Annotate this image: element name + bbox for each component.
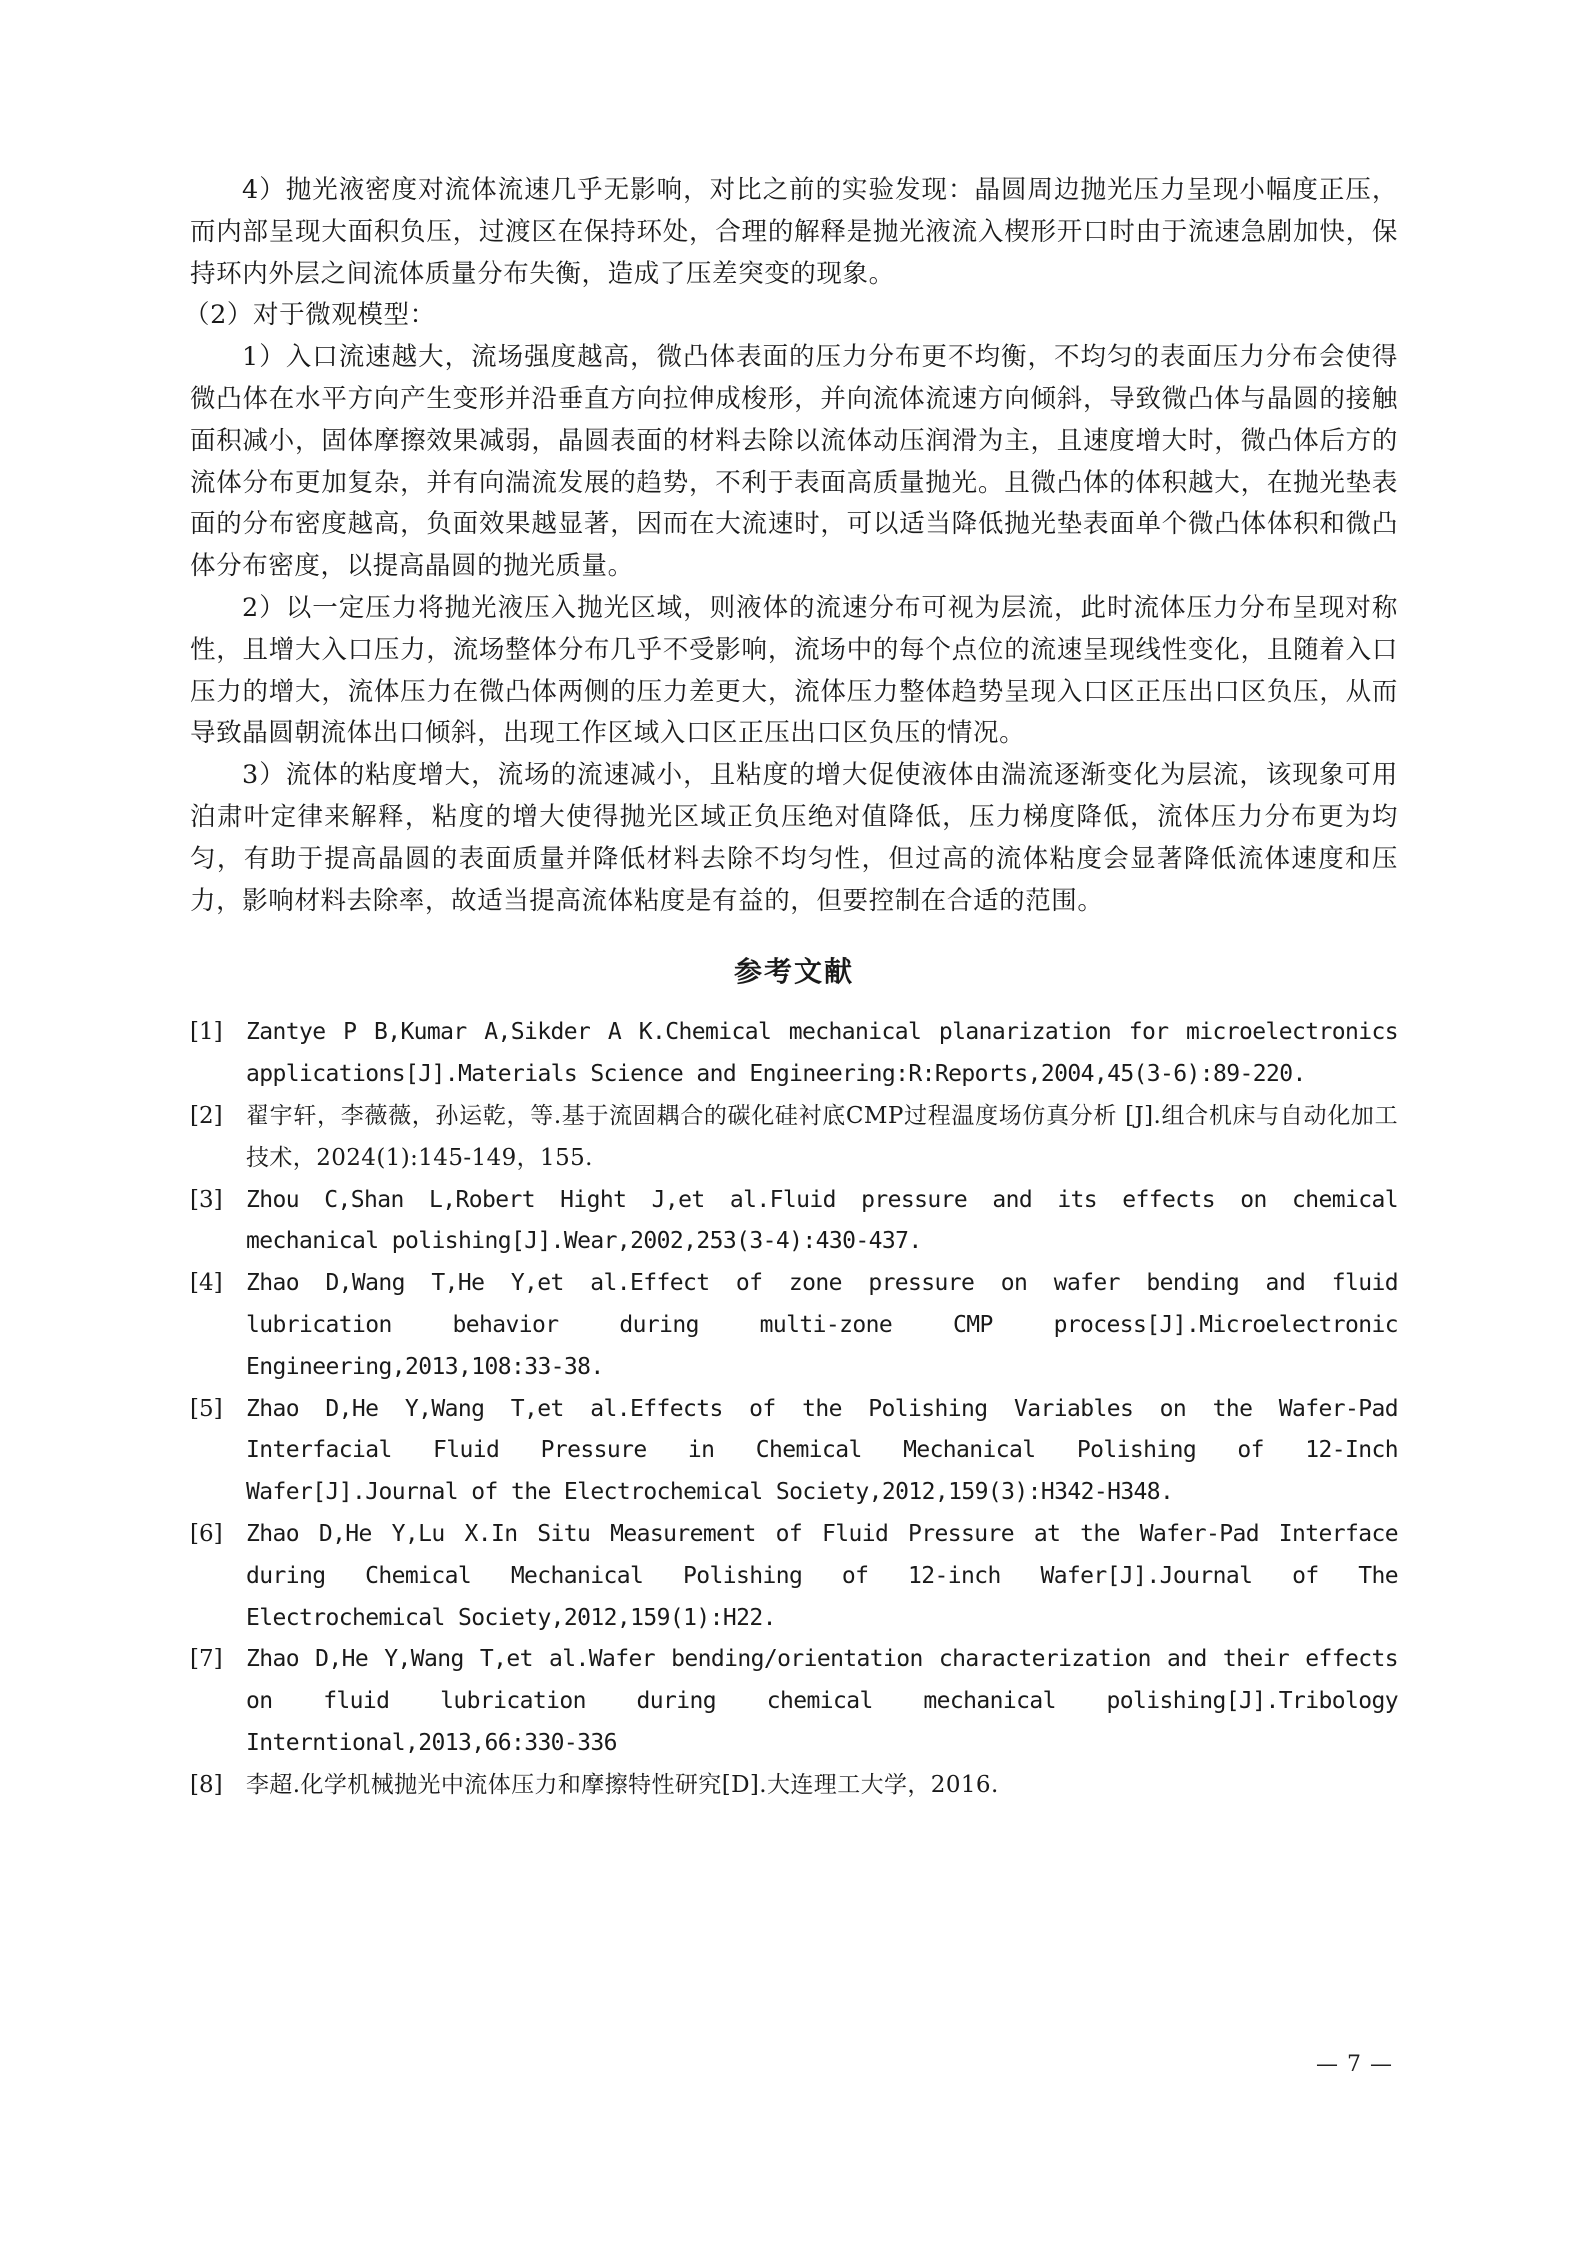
- reference-label: [1]: [190, 1019, 223, 1046]
- reference-item: [190, 1765, 1398, 1807]
- references-heading: 参考文献: [733, 955, 854, 989]
- reference-text: Zantye P B,Kumar A,Sikder A K.Chemical mechanical planarization for microelectronics applications[J].Materials Science and Engineering:R:Reports,2004,45(3-6):89-220.: [246, 1019, 1398, 1088]
- reference-label: [7]: [190, 1646, 223, 1673]
- reference-label: [3]: [190, 1186, 223, 1213]
- reference-label: [6]: [190, 1520, 223, 1547]
- reference-item: [190, 1389, 1398, 1514]
- reference-item: [190, 1180, 1398, 1264]
- reference-label: [4]: [190, 1270, 223, 1297]
- document-page: [184, 170, 1398, 1806]
- reference-label: [8]: [190, 1771, 223, 1798]
- reference-text: Zhao D,Wang T,He Y,et al.Effect of zone pressure on wafer bending and fluid lubrication behavior during multi-zone CMP process[J].Microelectronic Engineering,2013,108:33-38.: [246, 1270, 1398, 1380]
- reference-item: [190, 1012, 1398, 1096]
- body-paragraph-micro-1: 1）入口流速越大，流场强度越高，微凸体表面的压力分布更不均衡，不均匀的表面压力分布会使得微凸体在水平方向产生变形并沿垂直方向拉伸成梭形，并向流体流速方向倾斜，导致微凸体与晶圆的接触面积减小，固体摩擦效果减弱，晶圆表面的材料去除以流体动压润滑为主，且速度增大时，微凸体后方的流体分布更加复杂，并有向湍流发展的趋势，不利于表面高质量抛光。且微凸体的体积越大，在抛光垫表面的分布密度越高，负面效果越显著，因而在大流速时，可以适当降低抛光垫表面单个微凸体体积和微凸体分布密度，以提高晶圆的抛光质量。: [190, 342, 1398, 582]
- reference-text: Zhao D,He Y,Lu X.In Situ Measurement of Fluid Pressure at the Wafer-Pad Interface during Chemical Mechanical Polishing of 12-inch Wafer[J].Journal of The Electrochemical Society,2012,159(1):H22.: [246, 1520, 1398, 1631]
- reference-item: [190, 1514, 1398, 1639]
- reference-text: Zhou C,Shan L,Robert Hight J,et al.Fluid pressure and its effects on chemical mechanical polishing[J].Wear,2002,253(3-4):430-437.: [246, 1186, 1398, 1255]
- page-number: — 7 —: [1316, 2052, 1393, 2077]
- body-paragraph-conclusion-4: 4）抛光液密度对流体流速几乎无影响，对比之前的实验发现：晶圆周边抛光压力呈现小幅度正压，而内部呈现大面积负压，过渡区在保持环处，合理的解释是抛光液流入楔形开口时由于流速急剧加快，保持环内外层之间流体质量分布失衡，造成了压差突变的现象。: [190, 175, 1398, 289]
- reference-text: 李超.化学机械抛光中流体压力和摩擦特性研究[D].大连理工大学，2016.: [246, 1771, 999, 1798]
- reference-item: [190, 1096, 1398, 1180]
- body-paragraph-micro-2: 2）以一定压力将抛光液压入抛光区域，则液体的流速分布可视为层流，此时流体压力分布呈现对称性，且增大入口压力，流场整体分布几乎不受影响，流场中的每个点位的流速呈现线性变化，且随着入口压力的增大，流体压力在微凸体两侧的压力差更大，流体压力整体趋势呈现入口区正压出口区负压，从而导致晶圆朝流体出口倾斜，出现工作区域入口区正压出口区负压的情况。: [190, 592, 1398, 749]
- reference-text: 翟宇轩，李薇薇，孙运乾，等.基于流固耦合的碳化硅衬底CMP过程温度场仿真分析 [J].组合机床与自动化加工技术，2024(1):145-149，155.: [246, 1102, 1398, 1171]
- reference-text: Zhao D,He Y,Wang T,et al.Wafer bending/orientation characterization and their effects on fluid lubrication during chemical mechanical polishing[J].Tribology Interntional,2013,66:330-336: [246, 1646, 1398, 1756]
- reference-text: Zhao D,He Y,Wang T,et al.Effects of the Polishing Variables on the Wafer-Pad Interfacial Fluid Pressure in Chemical Mechanical Polishing of 12-Inch Wafer[J].Journal of the Electrochemical Society,2012,159(3):H342-H348.: [246, 1395, 1398, 1506]
- reference-list: [190, 1012, 1398, 1806]
- reference-label: [5]: [190, 1395, 223, 1422]
- reference-label: [2]: [190, 1102, 223, 1129]
- reference-item: [190, 1263, 1398, 1388]
- body-subheading-micro-model: （2）对于微观模型：: [184, 300, 436, 331]
- body-paragraph-micro-3: 3）流体的粘度增大，流场的流速减小，且粘度的增大促使液体由湍流逐渐变化为层流，该现象可用泊肃叶定律来解释，粘度的增大使得抛光区域正负压绝对值降低，压力梯度降低，流体压力分布更为均匀，有助于提高晶圆的表面质量并降低材料去除不均匀性，但过高的流体粘度会显著降低流体速度和压力，影响材料去除率，故适当提高流体粘度是有益的，但要控制在合适的范围。: [190, 760, 1398, 916]
- reference-item: [190, 1639, 1398, 1764]
